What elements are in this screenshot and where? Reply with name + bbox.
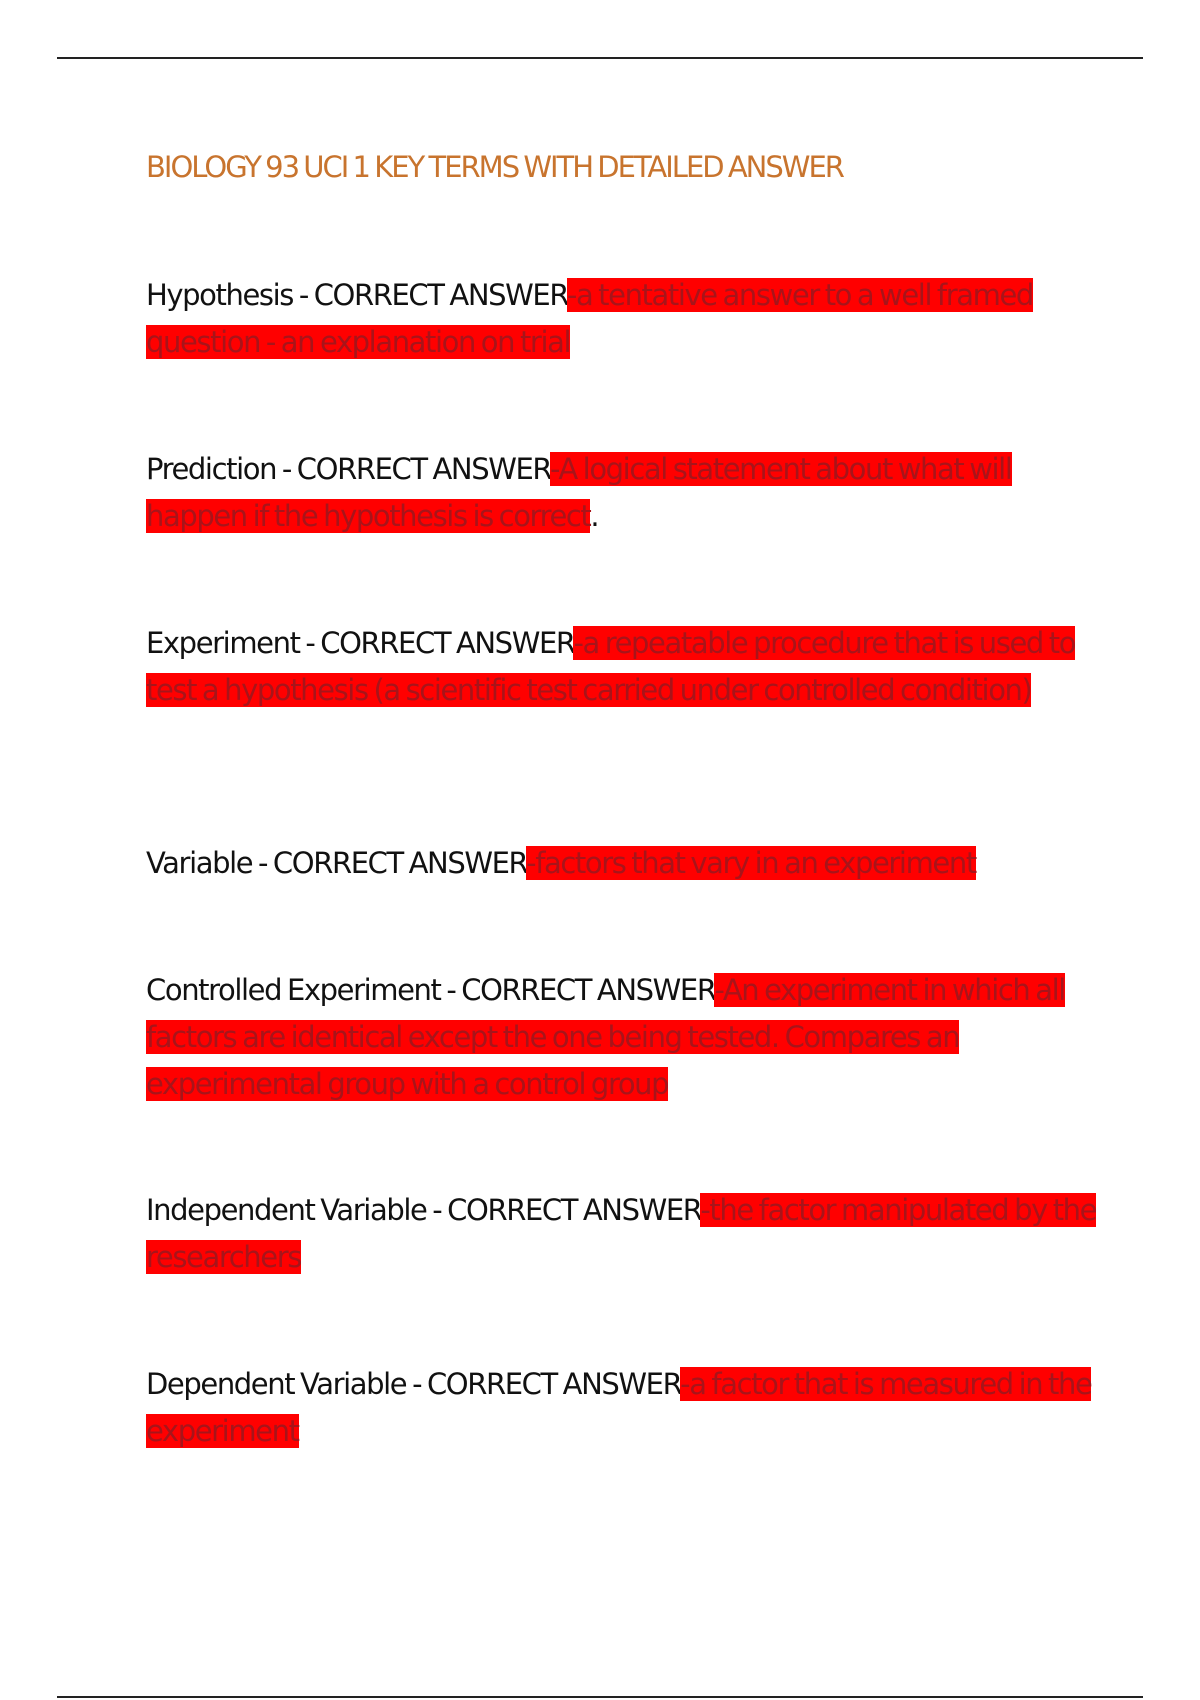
answer-marker: - CORRECT ANSWER — [281, 452, 550, 486]
term-entry-controlled-experiment — [146, 967, 1106, 1108]
highlighted-answer: -the factor manipulated by the researchers — [146, 1193, 1097, 1274]
answer-marker: - CORRECT ANSWER — [305, 626, 574, 660]
answer-marker: - CORRECT ANSWER — [412, 1367, 681, 1401]
bottom-rule — [57, 1696, 1143, 1698]
document-title: BIOLOGY 93 UCI 1 KEY TERMS WITH DETAILED ANSWER — [146, 150, 843, 184]
term-label: Variable — [146, 846, 253, 880]
term-label: Controlled Experiment — [146, 973, 441, 1007]
highlighted-answer: -a tentative answer to a well framed question - an explanation on trial — [146, 278, 1033, 359]
term-entry-experiment — [146, 620, 1106, 714]
answer-trailing: . — [590, 499, 599, 533]
answer-marker: - CORRECT ANSWER — [432, 1193, 701, 1227]
answer-marker: - CORRECT ANSWER — [446, 973, 715, 1007]
term-label: Hypothesis — [146, 278, 293, 312]
highlighted-answer: -A logical statement about what will happen if the hypothesis is correct — [146, 452, 1012, 533]
top-rule — [57, 57, 1143, 59]
term-label: Independent Variable — [146, 1193, 427, 1227]
term-label: Experiment — [146, 626, 300, 660]
term-label: Prediction — [146, 452, 277, 486]
answer-marker: - CORRECT ANSWER — [298, 278, 567, 312]
highlighted-answer: -An experiment in which all factors are identical except the one being tested. Compares an experimental group with a control group — [146, 973, 1065, 1101]
highlighted-answer: -a factor that is measured in the experiment — [146, 1367, 1092, 1448]
term-entry-independent-variable — [146, 1187, 1106, 1281]
term-label: Dependent Variable — [146, 1367, 407, 1401]
term-entry-variable — [146, 840, 1106, 887]
highlighted-answer: -a repeatable procedure that is used to test a hypothesis (a scientific test carried under controlled condition) — [146, 626, 1076, 707]
highlighted-answer: -factors that vary in an experiment — [526, 846, 976, 880]
answer-marker: - CORRECT ANSWER — [258, 846, 527, 880]
term-entry-hypothesis — [146, 272, 1106, 366]
term-entry-dependent-variable — [146, 1361, 1106, 1455]
term-entry-prediction — [146, 446, 1106, 540]
